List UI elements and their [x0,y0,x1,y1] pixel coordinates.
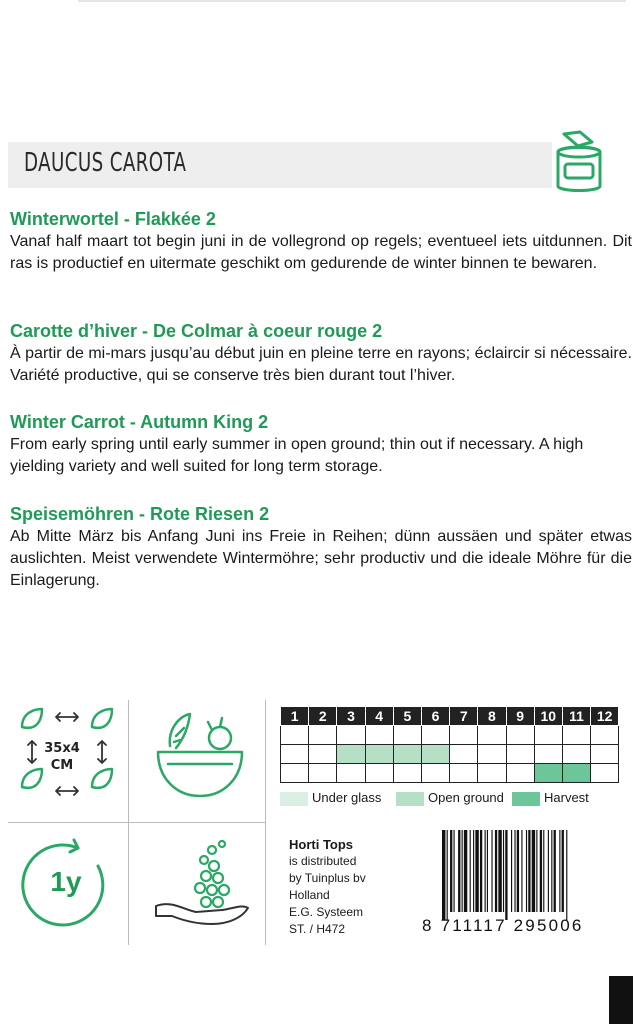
legend-under-glass [280,790,381,806]
calendar-row-under-glass [281,726,619,745]
barcode-bar [543,830,544,912]
brand-name: Horti Tops [289,837,354,852]
barcode-bar [528,830,530,912]
calendar-cell-open-ground-6 [421,745,449,764]
distributor-line: ST. / H472 [289,922,346,936]
hand-seeds-icon [152,836,252,936]
legend-harvest [512,790,589,806]
calendar-row-open-ground [281,745,619,764]
section-body: À partir de mi-mars jusqu’au début juin en pleine terre en rayons; éclaircir si nécessaire. Variété productive, qui se conserve très bien durant tout l’hiver. [10,345,632,384]
barcode-bar [554,830,556,912]
calendar-cell-under-glass-4 [365,726,393,745]
section-german [10,503,632,592]
calendar-cell-harvest-6 [421,764,449,783]
barcode-bar [498,830,501,912]
species-name: DAUCUS CAROTA [24,148,187,178]
calendar-cell-open-ground-10 [534,745,562,764]
calendar-cell-under-glass-6 [421,726,449,745]
calendar-month-10: 10 [534,707,562,726]
calendar-cell-under-glass-11 [562,726,590,745]
calendar-months-row [281,707,619,726]
barcode-bar [511,830,512,912]
barcode-bar [464,830,467,912]
vegetable-bowl-icon [150,706,250,806]
lifecycle-label: 1y [50,866,82,897]
barcode-bar [475,830,478,912]
calendar-cell-under-glass-3 [337,726,365,745]
section-title: Speisemöhren - Rote Riesen 2 [10,504,270,524]
calendar-cell-harvest-10 [534,764,562,783]
calendar-cell-harvest-7 [450,764,478,783]
barcode-bar [548,830,549,912]
barcode-bar [495,830,497,912]
barcode-bar [450,830,452,912]
calendar-cell-open-ground-7 [450,745,478,764]
distributor-line: by Tuinplus bv [289,871,366,885]
calendar-cell-harvest-2 [309,764,337,783]
barcode-bar [532,830,535,912]
calendar-cell-harvest-4 [365,764,393,783]
legend-swatch [280,792,308,806]
calendar-cell-under-glass-8 [478,726,506,745]
calendar-month-12: 12 [591,707,619,726]
spacing-value: 35x4 [44,741,80,756]
calendar-month-7: 7 [450,707,478,726]
calendar-cell-open-ground-3 [337,745,365,764]
calendar-cell-open-ground-2 [309,745,337,764]
calendar-month-5: 5 [393,707,421,726]
distributor-info [289,836,366,938]
calendar-cell-open-ground-8 [478,745,506,764]
calendar-cell-under-glass-1 [281,726,309,745]
barcode-bar [540,830,542,912]
barcode-bar [458,830,460,912]
calendar-cell-harvest-5 [393,764,421,783]
barcode-bar [491,830,492,912]
barcode-bar [526,830,527,912]
section-title: Winterwortel - Flakkée 2 [10,209,216,229]
legend-label: Open ground [428,790,504,805]
legend-open-ground [396,790,504,806]
calendar-cell-harvest-1 [281,764,309,783]
barcode-bar [551,830,552,912]
calendar-cell-open-ground-5 [393,745,421,764]
calendar-month-4: 4 [365,707,393,726]
barcode-bar [480,830,482,912]
calendar-month-3: 3 [337,707,365,726]
spacing-unit: CM [50,758,74,773]
calendar-month-1: 1 [281,707,309,726]
calendar-cell-under-glass-10 [534,726,562,745]
calendar-month-2: 2 [309,707,337,726]
barcode-bar [514,830,515,912]
barcode-bar [521,830,522,912]
distributor-line: is distributed [289,854,357,868]
calendar-row-harvest [281,764,619,783]
barcode-bar [503,830,504,912]
barcode-digits: 8 711117 295006 [422,916,584,935]
distributor-line: E.G. Systeem [289,905,364,919]
edge-marker [609,976,633,1024]
barcode-bar [505,830,507,920]
calendar-cell-under-glass-9 [506,726,534,745]
barcode-bar [454,830,455,912]
section-title: Winter Carrot - Autumn King 2 [10,412,269,432]
calendar-cell-open-ground-4 [365,745,393,764]
legend-label: Harvest [544,790,589,805]
calendar-cell-open-ground-11 [562,745,590,764]
grid-divider [8,822,266,823]
section-english [10,411,632,478]
section-french [10,320,632,387]
legend-label: Under glass [312,790,382,805]
barcode-bar [487,830,488,912]
calendar-cell-harvest-9 [506,764,534,783]
barcode-bar [485,830,486,912]
barcode-bar [442,830,445,920]
calendar-cell-under-glass-2 [309,726,337,745]
sowing-calendar [280,706,619,783]
calendar-month-11: 11 [562,707,590,726]
calendar-cell-open-ground-1 [281,745,309,764]
barcode-bar [562,830,564,912]
calendar-cell-harvest-8 [478,764,506,783]
calendar-cell-under-glass-5 [393,726,421,745]
calendar-cell-harvest-12 [591,764,619,783]
legend-swatch [396,792,424,806]
distributor-line: Holland [289,888,330,902]
section-title: Carotte d’hiver - De Colmar à coeur rouge 2 [10,321,383,341]
barcode-bar [559,830,560,912]
barcode-bar [447,830,448,920]
barcode-bar [473,830,474,912]
barcode [440,830,620,920]
barcode-bar [462,830,463,912]
calendar-month-6: 6 [421,707,449,726]
section-body: Vanaf half maart tot begin juni in de vollegrond op regels; eventueel iets uitdunnen. Dit ras is productief en uitermate geschikt om gedurende de winter binnen te bewaren. [10,233,632,272]
barcode-bar [517,830,519,912]
calendar-cell-open-ground-12 [591,745,619,764]
calendar-month-9: 9 [506,707,534,726]
spacing-label [42,740,82,774]
section-dutch [10,208,632,275]
top-rule [78,0,626,2]
calendar-cell-under-glass-12 [591,726,619,745]
barcode-bar [470,830,471,912]
calendar-cell-harvest-3 [337,764,365,783]
barcode-bar [566,830,567,920]
seed-can-icon [550,128,608,198]
barcode-bar [536,830,537,912]
calendar-cell-harvest-11 [562,764,590,783]
section-body: Ab Mitte März bis Anfang Juni ins Freie in Reihen; dünn aussäen und später etwas auslichten. Meist verwendete Wintermöhre; sehr productiv und die ideale Möhre für die Einlagerung. [10,528,632,589]
calendar-cell-open-ground-9 [506,745,534,764]
legend-swatch [512,792,540,806]
section-body: From early spring until early summer in open ground; thin out if necessary. A high yielding variety and well suited for long term storage. [10,436,584,475]
calendar-cell-under-glass-7 [450,726,478,745]
calendar-month-8: 8 [478,707,506,726]
